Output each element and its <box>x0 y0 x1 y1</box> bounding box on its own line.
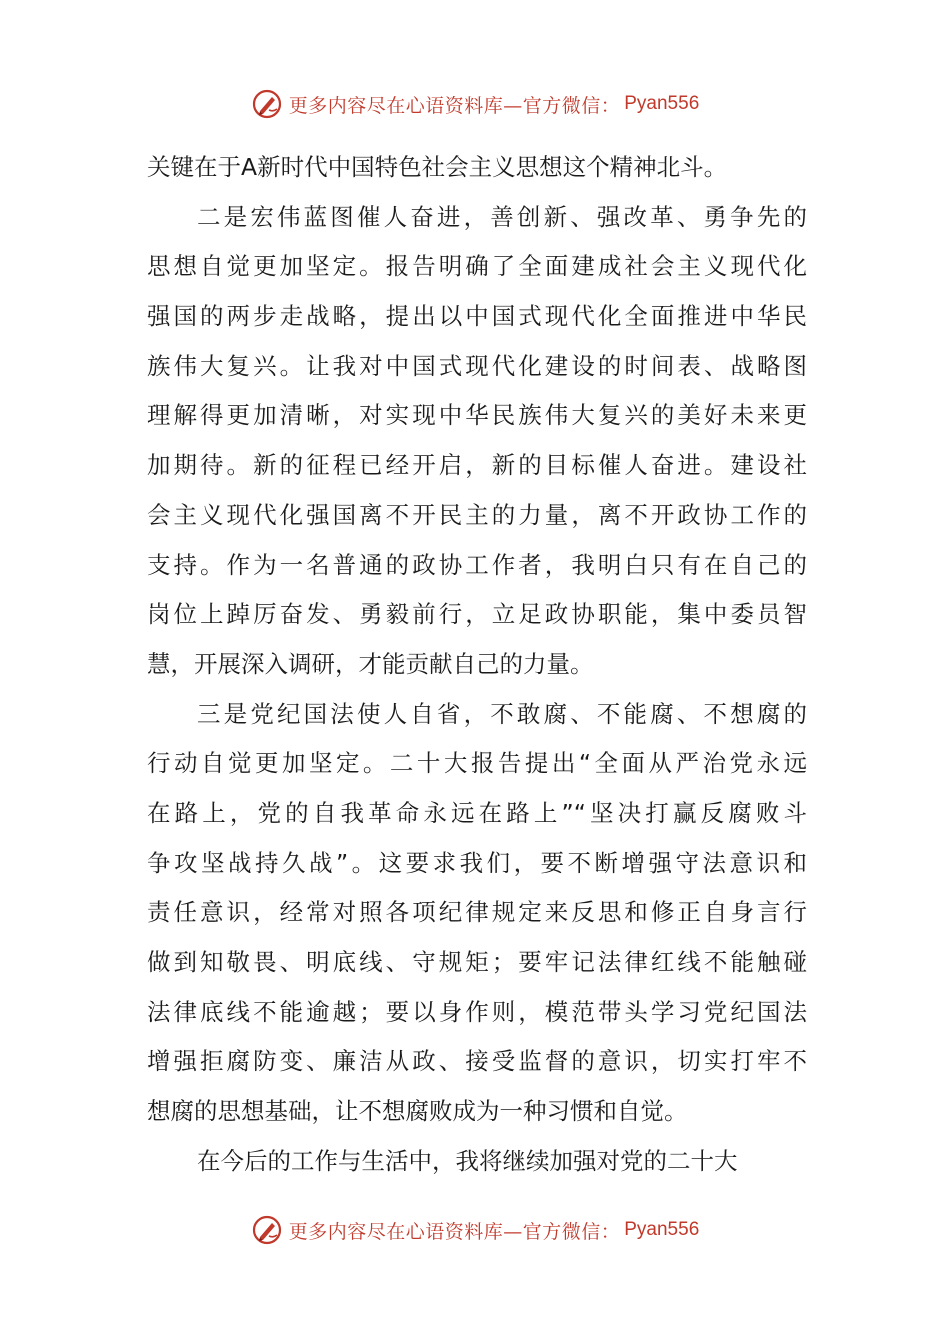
paragraph-2-line: 岗位上踔厉奋发、勇毅前行，立足政协职能，集中委员智 <box>147 600 807 629</box>
paragraph-4-line: 在今后的工作与生活中，我将继续加强对党的二十大 <box>197 1146 738 1175</box>
paragraph-3-line: 在路上，党的自我革命永远在路上”“坚决打赢反腐败斗 <box>147 798 807 827</box>
paragraph-1-line: 关键在于A新时代中国特色社会主义思想这个精神北斗。 <box>147 153 728 181</box>
paragraph-2-line: 会主义现代化强国离不开民主的力量，离不开政协工作的 <box>147 500 807 529</box>
watermark-handle: Pyan556 <box>624 1219 700 1240</box>
header-watermark <box>0 84 950 124</box>
pen-logo-icon <box>251 1214 283 1246</box>
paragraph-3-line: 行动自觉更加坚定。二十大报告提出“全面从严治党永远 <box>147 749 807 778</box>
watermark-handle: Pyan556 <box>624 93 700 114</box>
watermark-text: 更多内容尽在心语资料库—官方微信： <box>288 94 621 117</box>
paragraph-2-line: 思想自觉更加坚定。报告明确了全面建成社会主义现代化 <box>147 252 807 281</box>
paragraph-3-line: 三是党纪国法使人自省，不敢腐、不能腐、不想腐的 <box>197 699 807 728</box>
paragraph-2-line: 二是宏伟蓝图催人奋进，善创新、强改革、勇争先的 <box>197 202 807 231</box>
document-body <box>147 143 807 1186</box>
paragraph-3-line: 法律底线不能逾越；要以身作则，模范带头学习党纪国法 <box>147 997 807 1026</box>
paragraph-3-line: 增强拒腐防变、廉洁从政、接受监督的意识，切实打牢不 <box>147 1047 807 1076</box>
paragraph-2-line: 族伟大复兴。让我对中国式现代化建设的时间表、战略图 <box>147 351 807 380</box>
paragraph-3-line: 争攻坚战持久战”。这要求我们，要不断增强守法意识和 <box>147 848 807 877</box>
paragraph-3-line: 责任意识，经常对照各项纪律规定来反思和修正自身言行 <box>147 898 807 927</box>
paragraph-2-line: 强国的两步走战略，提出以中国式现代化全面推进中华民 <box>147 302 807 331</box>
paragraph-2-line: 支持。作为一名普通的政协工作者，我明白只有在自己的 <box>147 550 807 579</box>
paragraph-2-line: 加期待。新的征程已经开启，新的目标催人奋进。建设社 <box>147 451 807 480</box>
paragraph-2-line: 慧，开展深入调研，才能贡献自己的力量。 <box>147 649 594 678</box>
footer-watermark <box>0 1210 950 1250</box>
paragraph-3-line: 做到知敬畏、明底线、守规矩；要牢记法律红线不能触碰 <box>147 948 807 976</box>
pen-logo-icon <box>251 88 283 120</box>
paragraph-2-line: 理解得更加清晰，对实现中华民族伟大复兴的美好未来更 <box>147 401 807 430</box>
paragraph-3-line: 想腐的思想基础，让不想腐败成为一种习惯和自觉。 <box>147 1097 688 1126</box>
watermark-text: 更多内容尽在心语资料库—官方微信： <box>288 1220 621 1243</box>
